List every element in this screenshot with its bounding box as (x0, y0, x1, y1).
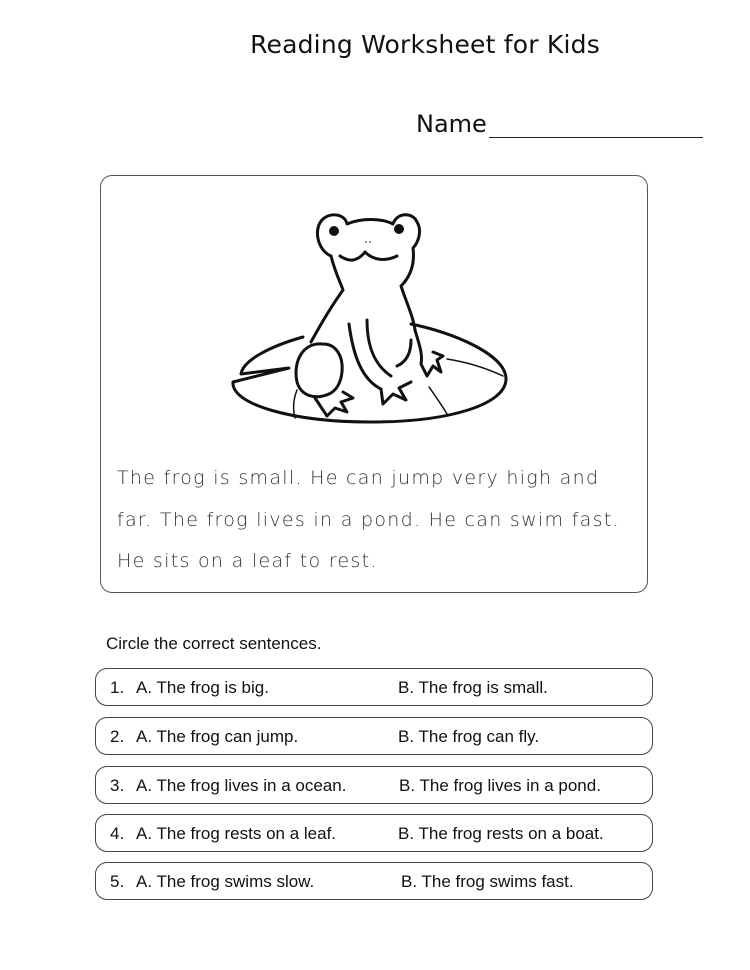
instruction-text: Circle the correct sentences. (106, 634, 322, 653)
question-row-1 (95, 668, 653, 706)
question-row-2 (95, 717, 653, 755)
question-row-5 (95, 862, 653, 900)
option-b[interactable]: B. The frog lives in a pond. (399, 776, 601, 795)
story-line: The frog is small. He can jump very high and (117, 467, 600, 489)
story-box (100, 175, 648, 593)
option-b[interactable]: B. The frog rests on a boat. (398, 824, 604, 843)
frog-on-lily-pad-icon (231, 204, 511, 426)
option-b[interactable]: B. The frog is small. (398, 678, 548, 697)
name-label: Name (416, 110, 487, 138)
question-number: 4. (110, 824, 125, 843)
story-text (117, 458, 647, 583)
option-a[interactable]: A. The frog rests on a leaf. (136, 824, 337, 843)
question-number: 2. (110, 727, 125, 746)
option-a[interactable]: A. The frog lives in a ocean. (136, 776, 347, 795)
option-b[interactable]: B. The frog can fly. (398, 727, 540, 746)
question-number: 5. (110, 872, 125, 891)
name-blank-line[interactable] (489, 111, 703, 138)
question-number: 3. (110, 776, 125, 795)
question-row-3 (95, 766, 653, 804)
option-a[interactable]: A. The frog is big. (136, 678, 269, 697)
question-row-4 (95, 814, 653, 852)
story-line: far. The frog lives in a pond. He can swim fast. (117, 508, 620, 531)
name-field (416, 110, 703, 138)
option-a[interactable]: A. The frog can jump. (136, 727, 299, 746)
worksheet-title: Reading Worksheet for Kids (250, 30, 600, 59)
option-b[interactable]: B. The frog swims fast. (401, 872, 574, 891)
option-a[interactable]: A. The frog swims slow. (136, 872, 315, 891)
story-line: He sits on a leaf to rest. (117, 550, 378, 572)
question-number: 1. (110, 678, 125, 697)
